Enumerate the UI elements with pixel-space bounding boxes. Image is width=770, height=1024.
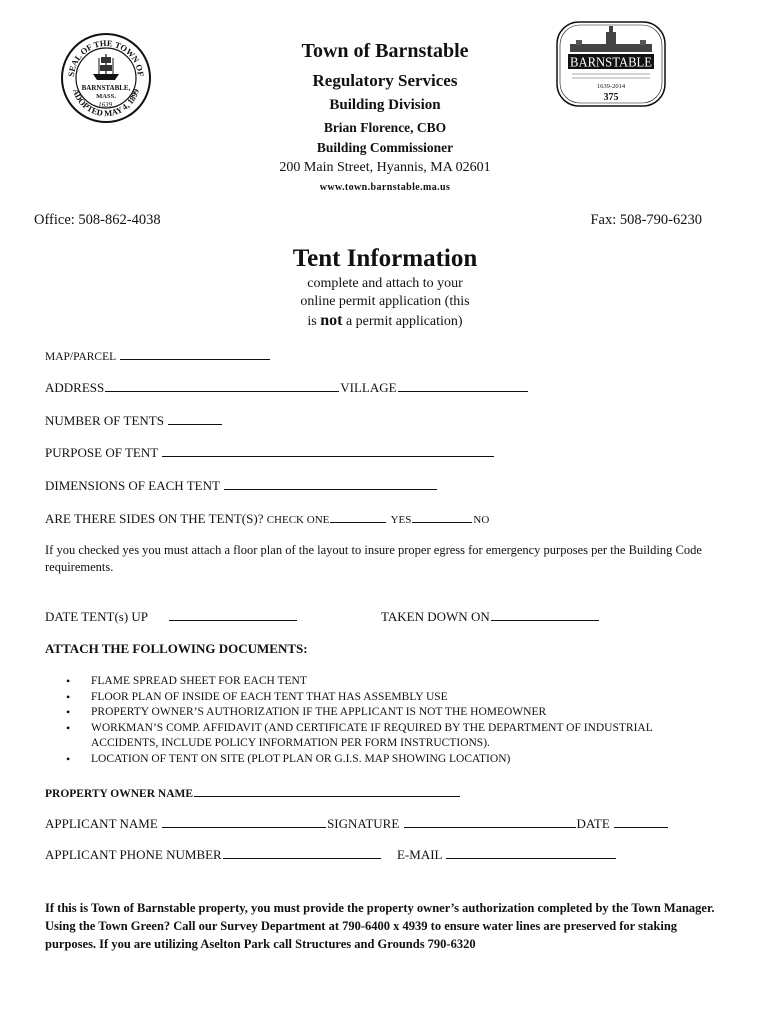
official-name: Brian Florence, CBO	[323, 120, 447, 135]
applicant-name-label: APPLICANT NAME	[45, 816, 158, 831]
date-field[interactable]	[614, 815, 668, 828]
applicant-name-field[interactable]	[162, 815, 326, 828]
form-title: Tent Information	[292, 245, 478, 272]
email-field[interactable]	[446, 846, 616, 859]
document-item: • PROPERTY OWNER’S AUTHORIZATION IF THE APPLICANT IS NOT THE HOMEOWNER	[45, 705, 665, 721]
official-title: Building Commissioner	[316, 140, 454, 155]
address-label: ADDRESS	[45, 380, 105, 395]
num-tents-row	[45, 412, 223, 429]
seal-bottom-text: ADOPTED MAY 4, 1899	[70, 87, 142, 119]
check-one-label: CHECK ONE	[266, 514, 330, 526]
property-owner-field[interactable]	[194, 784, 460, 797]
purpose-label: PURPOSE OF TENT	[45, 445, 158, 460]
purpose-row	[45, 444, 495, 461]
applicant-phone-field[interactable]	[223, 846, 381, 859]
subtitle-rest: a permit application)	[345, 314, 463, 329]
date-up-row	[45, 608, 298, 625]
applicant-phone-label: APPLICANT PHONE NUMBER	[45, 847, 222, 862]
address-field[interactable]	[105, 379, 339, 392]
purpose-field[interactable]	[162, 444, 494, 457]
floor-plan-note: If you checked yes you must attach a floor plan of the layout to insure proper egress for emergency purposes per the Building Code requirements.	[45, 543, 702, 574]
website-link[interactable]: www.town.barnstable.ma.us	[319, 182, 451, 193]
num-tents-field[interactable]	[168, 412, 222, 425]
property-owner-label: PROPERTY OWNER NAME	[45, 788, 194, 800]
department-name: Regulatory Services	[312, 71, 458, 90]
seal-name: BARNSTABLE,	[81, 84, 131, 92]
office-phone: Office: 508-862-4038	[34, 212, 161, 228]
subtitle-line-2: online permit application (this	[300, 294, 470, 309]
seal-state: MASS.	[96, 93, 116, 100]
attach-heading: ATTACH THE FOLLOWING DOCUMENTS:	[45, 641, 308, 656]
date-up-label: DATE TENT(s) UP	[45, 609, 148, 624]
document-item: • WORKMAN’S COMP. AFFIDAVIT (AND CERTIFICATE IF REQUIRED BY THE DEPARTMENT OF INDUSTRIAL ACCIDENTS, INCLUDE POLICY INFORMATION PER FORM INSTRUCTIONS).	[45, 721, 665, 752]
map-parcel-field[interactable]	[120, 347, 270, 360]
applicant-row	[45, 815, 669, 832]
phone-row	[45, 846, 617, 863]
village-label: VILLAGE	[340, 380, 397, 395]
taken-down-label: TAKEN DOWN ON	[381, 609, 490, 624]
taken-down-field[interactable]	[491, 608, 599, 621]
document-item: • FLOOR PLAN OF INSIDE OF EACH TENT THAT HAS ASSEMBLY USE	[45, 690, 665, 706]
date-up-field[interactable]	[169, 608, 297, 621]
document-item: • FLAME SPREAD SHEET FOR EACH TENT	[45, 674, 665, 690]
dimensions-label: DIMENSIONS OF EACH TENT	[45, 478, 220, 493]
map-parcel-label: MAP/PARCEL	[45, 351, 116, 363]
division-name: Building Division	[329, 97, 441, 113]
fax-number: Fax: 508-790-6230	[590, 212, 702, 228]
dimensions-field[interactable]	[224, 477, 437, 490]
town-name: Town of Barnstable	[301, 40, 469, 62]
map-parcel-row	[45, 347, 271, 363]
no-label: NO	[473, 514, 490, 526]
logo-badge: 375	[603, 92, 619, 103]
subtitle-line-1: complete and attach to your	[307, 276, 463, 291]
sides-yes-field[interactable]	[330, 510, 386, 523]
dimensions-row	[45, 477, 438, 494]
logo-name: BARNSTABLE	[570, 55, 652, 71]
document-item: • LOCATION OF TENT ON SITE (PLOT PLAN OR G.I.S. MAP SHOWING LOCATION)	[45, 752, 665, 768]
village-field[interactable]	[398, 379, 528, 392]
sides-row	[45, 510, 489, 527]
taken-down-row	[381, 608, 600, 625]
subtitle-not: not	[320, 312, 343, 329]
signature-field[interactable]	[404, 815, 576, 828]
yes-label: YES	[390, 514, 412, 526]
documents-list	[45, 674, 665, 767]
footer-note: If this is Town of Barnstable property, you must provide the property owner’s authorization completed by the Town Manager. Using the Town Green? Call our Survey Department at 790-6400 x 4939 to ensure water lines are preserved for staking purposes. If you are utilizing Aselton Park call Structures and Grounds 790-6320	[45, 901, 715, 951]
seal-top-text: SEAL OF THE TOWN OF	[65, 37, 147, 78]
num-tents-label: NUMBER OF TENTS	[45, 413, 164, 428]
address-row	[45, 379, 529, 396]
subtitle-line-3	[0, 312, 770, 330]
seal-year: 1639.	[98, 101, 114, 109]
signature-label: SIGNATURE	[327, 816, 400, 831]
sides-question: ARE THERE SIDES ON THE TENT(S)?	[45, 511, 264, 526]
date-label: DATE	[576, 816, 610, 831]
logo-years: 1639-2014	[596, 83, 626, 90]
email-label: E-MAIL	[396, 847, 442, 862]
office-address: 200 Main Street, Hyannis, MA 02601	[279, 160, 491, 175]
sides-no-field[interactable]	[412, 510, 472, 523]
subtitle-is: is	[307, 314, 317, 329]
property-owner-row	[45, 784, 461, 800]
